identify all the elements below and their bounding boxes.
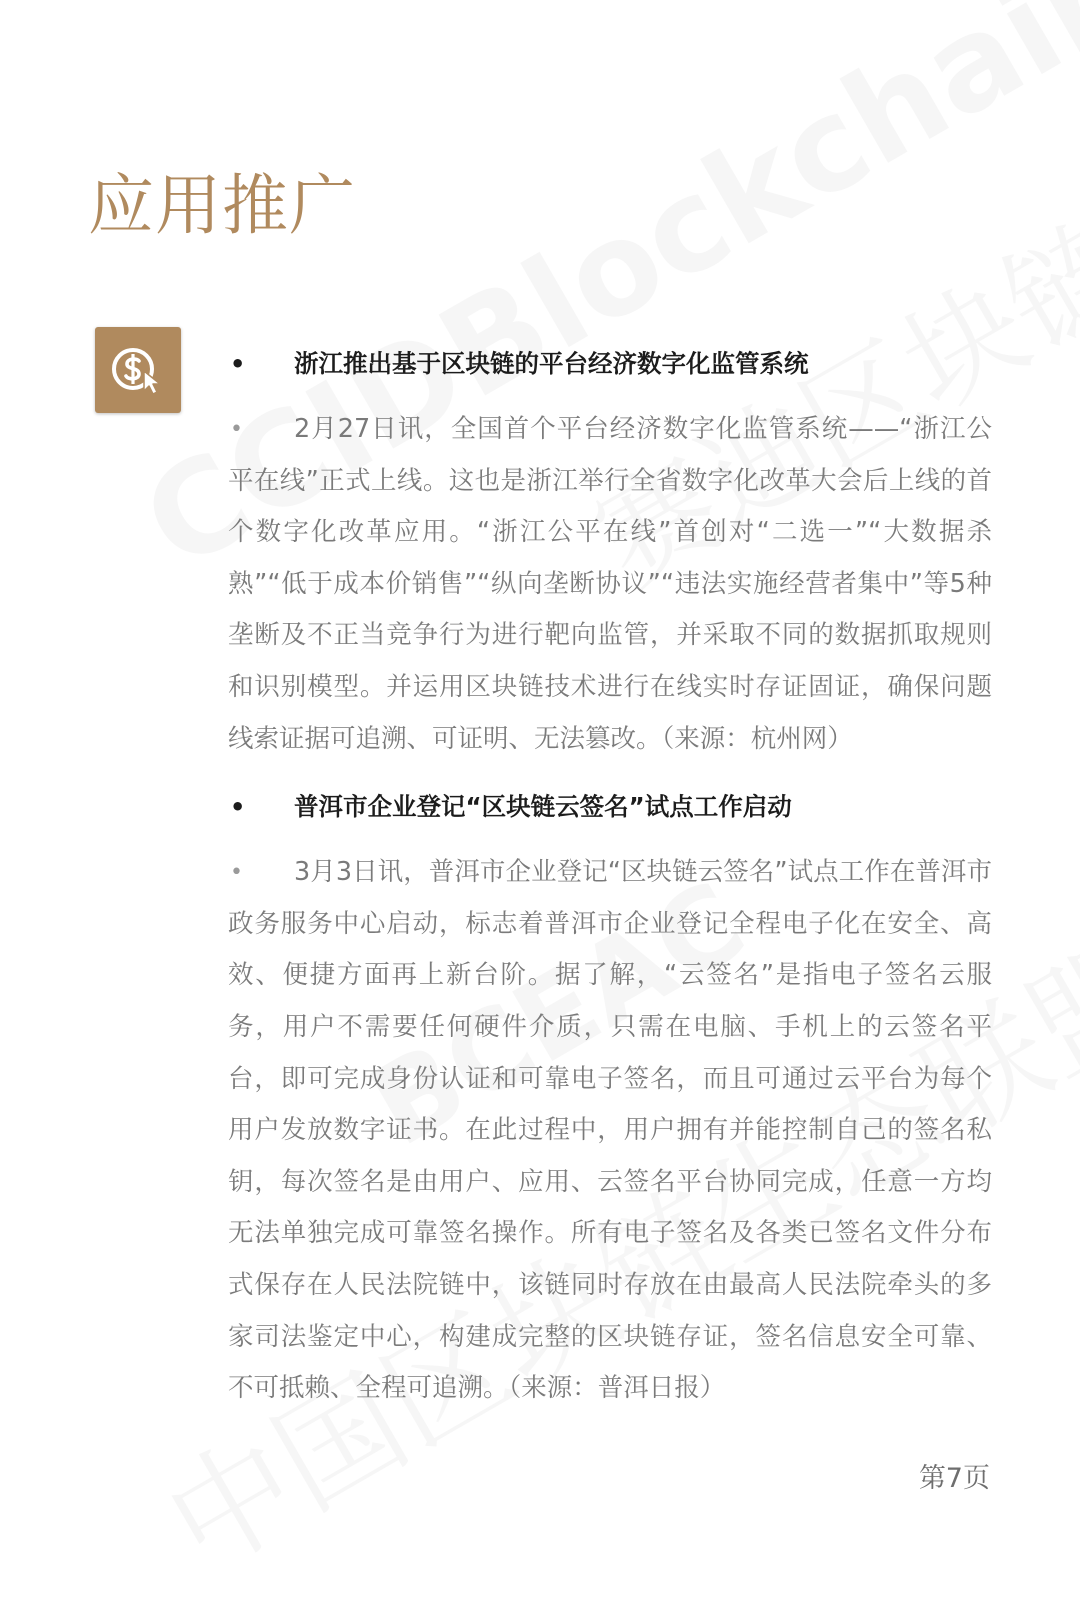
article-headline [228,336,992,392]
body-text: 2月27日讯，全国首个平台经济数字化监管系统——“浙江公平在线”正式上线。这也是浙江举行全省数字化改革大会后上线的首个数字化改革应用。“浙江公平在线”首创对“二选一”“大数据杀熟”“低于成本价销售”“纵向垄断协议”“违法实施经营者集中”等5种垄断及不正当竞争行为进行靶向监管，并采取不同的数据抓取规则和识别模型。并运用区块链技术进行在线实时存证固证，确保问题线索证据可追溯、可证明、无法篡改。（来源：杭州网） [228,414,992,754]
article-list [228,336,992,1429]
article-body [228,847,992,1415]
bullet: • [230,860,243,886]
article-body [228,404,992,765]
headline-text: 普洱市企业登记“区块链云签名”试点工作启动 [294,792,792,822]
body-text: 3月3日讯，普洱市企业登记“区块链云签名”试点工作在普洱市政务服务中心启动，标志着普洱市企业登记全程电子化在安全、高效、便捷方面再上新台阶。据了解，“云签名”是指电子签名云服务，用户不需要任何硬件介质，只需在电脑、手机上的云签名平台，即可完成身份认证和可靠电子签名，而且可通过云平台为每个用户发放数字证书。在此过程中，用户拥有并能控制自己的签名私钥，每次签名是由用户、应用、云签名平台协同完成，任意一方均无法单独完成可靠签名操作。所有电子签名及各类已签名文件分布式保存在人民法院链中，该链同时存放在由最高人民法院牵头的多家司法鉴定中心，构建成完整的区块链存证，签名信息安全可靠、不可抵赖、全程可追溯。（来源：普洱日报） [228,857,992,1404]
bullet: • [230,417,243,442]
article-puer [228,779,992,1415]
dollar-cursor-icon [95,327,181,413]
page-title: 应用推广 [88,167,356,244]
article-headline [228,779,992,835]
bullet: • [230,350,246,378]
article-zhejiang [228,336,992,765]
bullet: • [230,793,246,822]
page-number: 第7页 [918,1463,990,1494]
headline-text: 浙江推出基于区块链的平台经济数字化监管系统 [294,349,809,378]
